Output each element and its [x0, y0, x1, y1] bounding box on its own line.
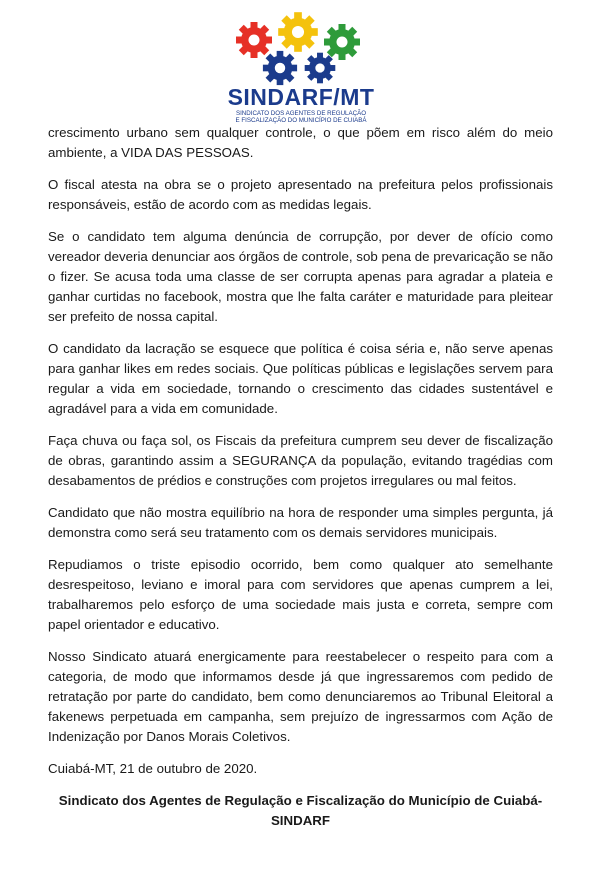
sindarf-logo [192, 10, 408, 125]
yellow-gear-icon [278, 12, 318, 52]
signature-line1: Sindicato dos Agentes de Regulação e Fiscalização do Município de Cuiabá- [58, 793, 543, 808]
date-line: Cuiabá-MT, 21 de outubro de 2020. [48, 761, 258, 776]
logo-title: SINDARF/MT [227, 84, 375, 110]
blue-gear-small-icon [305, 53, 336, 84]
logo-subtitle-line2: E FISCALIZAÇÃO DO MUNICÍPIO DE CUIABÁ [235, 117, 367, 124]
paragraph: Faça chuva ou faça sol, os Fiscais da prefeitura cumprem seu dever de fiscalização de obras, garantindo assim a SEGURANÇA da população, evitando tragédias com desabamentos de prédios e construções com projetos irregulares ou mal feitos. [48, 433, 553, 488]
document-body [48, 123, 553, 791]
paragraph: Nosso Sindicato atuará energicamente para reestabelecer o respeito para com a categoria, de modo que informamos desde já que ingressaremos com pedido de retratação por parte do candidato, bem como denunciaremos ao Tribunal Eleitoral a fakenews perpetuada em campanha, sem prejuízo de ingressarmos com Ação de Indenização por Danos Morais Coletivos. [48, 649, 553, 744]
paragraph: crescimento urbano sem qualquer controle, o que põem em risco além do meio ambiente, a VIDA DAS PESSOAS. [48, 125, 553, 160]
paragraph: O fiscal atesta na obra se o projeto apresentado na prefeitura pelos profissionais responsáveis, estão de acordo com as medidas legais. [48, 177, 553, 212]
red-gear-icon [236, 22, 272, 58]
paragraph: Repudiamos o triste episodio ocorrido, bem como qualquer ato semelhante desrespeitoso, leviano e imoral para com servidores que apenas cumprem a lei, trabalharemos pelo esforço de uma sociedade mais justa e correta, sempre com papel orientador e educativo. [48, 557, 553, 632]
signature-line2: SINDARF [270, 813, 331, 828]
signature-block [48, 791, 553, 831]
paragraph: Se o candidato tem alguma denúncia de corrupção, por dever de ofício como vereador deveria denunciar aos órgãos de controle, sob pena de prevaricação se não o fizer. Se acusa toda uma classe de ser corrupta apenas para agradar a plateia e ganhar curtidas no facebook, mostra que lhe falta caráter e maturidade para pleitear ser prefeito de nossa capital. [48, 229, 553, 324]
gears-icon [192, 10, 408, 90]
paragraph: O candidato da lacração se esquece que política é coisa séria e, não serve apenas para ganhar likes em redes sociais. Que políticas públicas e legislações servem para regular a vida em sociedade, tornando o crescimento das cidades sustentável e agradável para a vida em comunidade. [48, 341, 553, 416]
logo-subtitle [206, 110, 396, 124]
blue-gear-icon [263, 51, 297, 85]
logo-subtitle-line1: SINDICATO DOS AGENTES DE REGULAÇÃO [235, 110, 367, 117]
green-gear-icon [324, 24, 360, 60]
paragraph: Candidato que não mostra equilíbrio na hora de responder uma simples pergunta, já demonstra como será seu tratamento com os demais servidores municipais. [48, 505, 553, 540]
